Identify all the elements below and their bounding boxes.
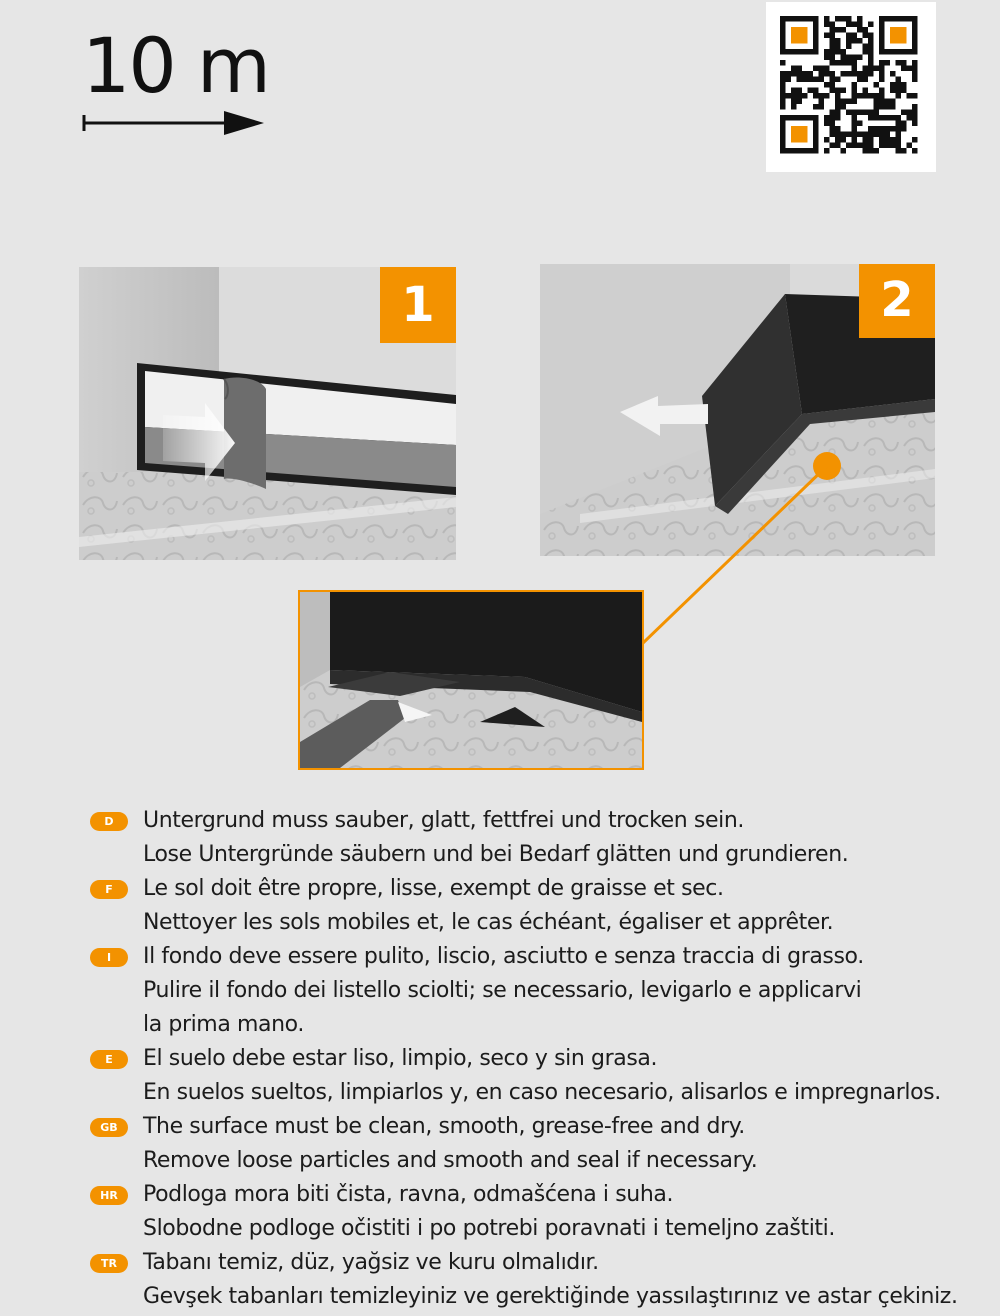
instruction-row: [0, 804, 1000, 872]
instruction-text: Pulire il fondo dei listello sciolti; se necessario, levigarlo e applicarvi: [143, 978, 862, 1003]
instruction-text: Le sol doit être propre, lisse, exempt de graisse et sec.: [143, 876, 724, 901]
language-badge: D: [90, 812, 128, 831]
cutting-corner-piece-image: [300, 592, 642, 768]
instruction-text: la prima mano.: [143, 1012, 304, 1037]
instruction-row: [0, 1246, 1000, 1314]
step-2-badge: 2: [859, 264, 935, 338]
step-1-badge: 1: [380, 267, 456, 343]
instruction-text: Tabanı temiz, düz, yağsiz ve kuru olmalıdır.: [143, 1250, 599, 1275]
instruction-row: [0, 872, 1000, 940]
language-badge: HR: [90, 1186, 128, 1205]
corner-detail-inset: [300, 592, 642, 768]
length-label: 10 m: [82, 21, 269, 110]
step-2-illustration: [540, 264, 935, 556]
instruction-text: En suelos sueltos, limpiarlos y, en caso necesario, alisarlos e impregnarlos.: [143, 1080, 941, 1105]
instruction-text: Podloga mora biti čista, ravna, odmašćena i suha.: [143, 1182, 674, 1207]
instructions-list: [0, 804, 1000, 1314]
instruction-row: [0, 940, 1000, 1042]
qr-code-icon: [766, 2, 936, 172]
instruction-text: Gevşek tabanları temizleyiniz ve gerektiğinde yassılaştırınız ve astar çekiniz.: [143, 1284, 958, 1309]
instruction-text: Untergrund muss sauber, glatt, fettfrei und trocken sein.: [143, 808, 744, 833]
arrow-right-icon: [82, 108, 267, 138]
language-badge: I: [90, 948, 128, 967]
instruction-row: [0, 1042, 1000, 1110]
language-badge: F: [90, 880, 128, 899]
instruction-text: The surface must be clean, smooth, grease-free and dry.: [143, 1114, 745, 1139]
instruction-row: [0, 1110, 1000, 1178]
instruction-text: Slobodne podloge očistiti i po potrebi poravnati i temeljno zaštiti.: [143, 1216, 835, 1241]
instruction-text: El suelo debe estar liso, limpio, seco y sin grasa.: [143, 1046, 658, 1071]
instruction-text: Il fondo deve essere pulito, liscio, asciutto e senza traccia di grasso.: [143, 944, 864, 969]
instruction-text: Lose Untergründe säubern und bei Bedarf glätten und grundieren.: [143, 842, 849, 867]
instruction-text: Remove loose particles and smooth and seal if necessary.: [143, 1148, 758, 1173]
language-badge: TR: [90, 1254, 128, 1273]
instruction-row: [0, 1178, 1000, 1246]
language-badge: E: [90, 1050, 128, 1069]
step-1-illustration: [79, 267, 456, 560]
instruction-text: Nettoyer les sols mobiles et, le cas échéant, égaliser et apprêter.: [143, 910, 834, 935]
language-badge: GB: [90, 1118, 128, 1137]
